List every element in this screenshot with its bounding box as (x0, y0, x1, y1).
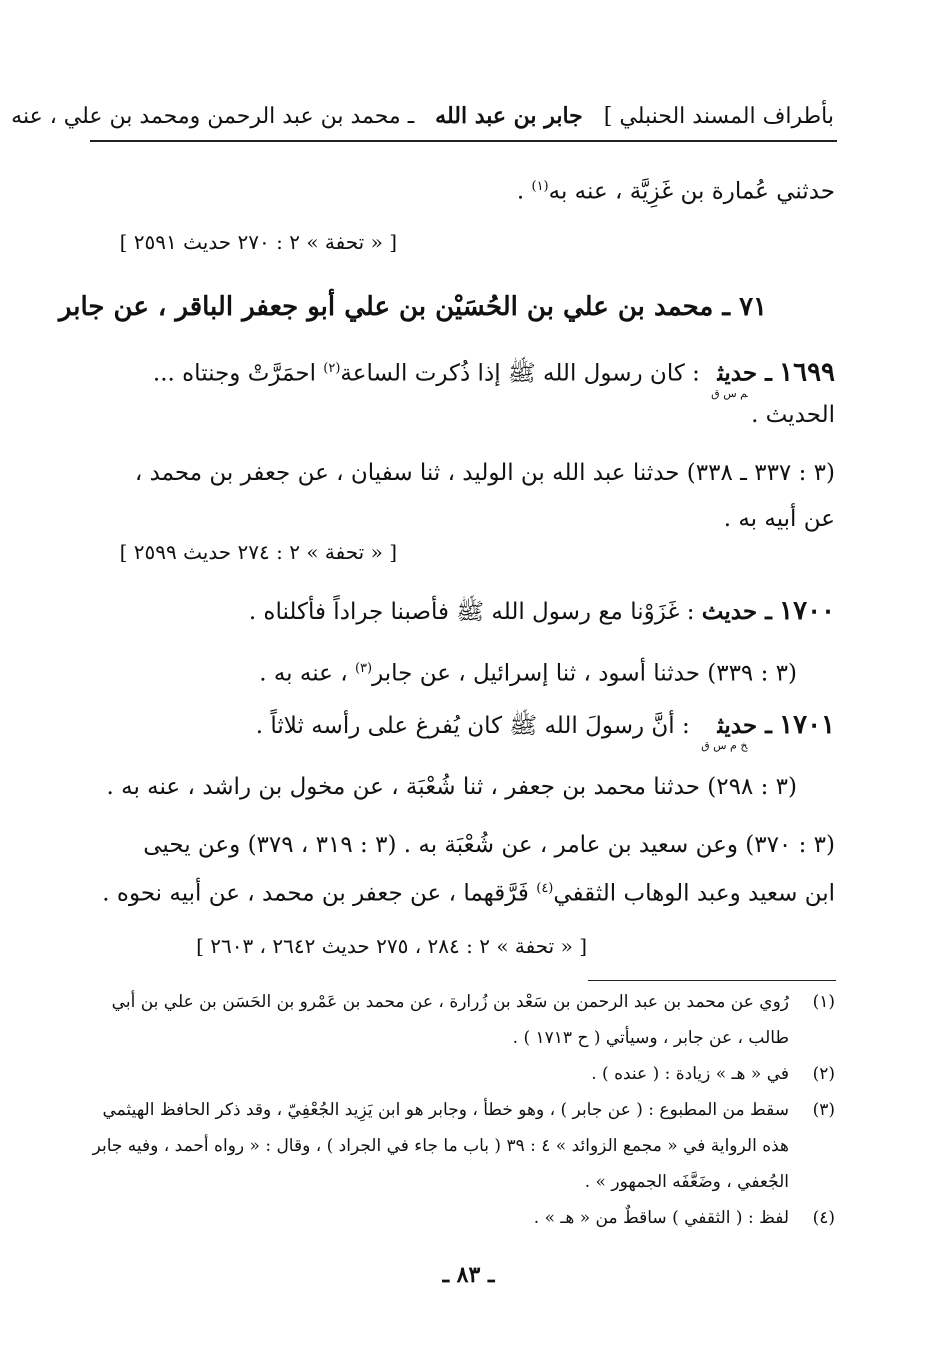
hadith-text: : أنَّ رسولَ الله ﷺ كان يُفرغ على رأسه ثلاثاً . (255, 713, 698, 739)
chapter-title: ٧١ ـ محمد بن علي بن الحُسَيْن بن علي أبو جعفر الباقر ، عن جابر (58, 292, 767, 322)
footnote-3-cont (89, 1134, 789, 1158)
isnad-1701-b (90, 828, 835, 862)
hadith-1699 (90, 352, 835, 398)
tuhfa-text: [ « تحفة » ٢ : ٢٧٠ حديث ٢٥٩١ ] (119, 230, 397, 254)
footnote-ref: (١) (531, 179, 549, 194)
footnote-number: (١) (812, 992, 835, 1012)
footnote-ref: (٤) (536, 881, 554, 896)
hadith-text: : غَزَوْنا مع رسول الله ﷺ فأصبنا جراداً فأكلناه . (248, 599, 702, 625)
tuhfa-reference (77, 538, 397, 566)
isnad-text: (٣ : ٣٧٠) وعن سعيد بن عامر ، عن شُعْبَة به . (٣ : ٣١٩ ، ٣٧٩) وعن يحيى (143, 832, 835, 858)
footnote-1-cont (89, 1026, 789, 1050)
footnote-3 (85, 1098, 835, 1122)
footnote-number: (٢) (812, 1064, 835, 1084)
running-header (11, 100, 834, 133)
hadith-text: : كان رسول الله ﷺ إذا ذُكرت الساعة (340, 360, 708, 387)
sigla: خ م س ق (701, 739, 748, 752)
footnote-ref: (٣) (354, 661, 373, 676)
isnad-text: عن أبيه به . (723, 506, 835, 532)
hadith-number: ١٧٠١ (779, 710, 835, 740)
page-number: ـ ٨٣ ـ (442, 1262, 495, 1288)
hadith-number: ١٦٩٩ (779, 357, 835, 388)
footnote-text: هذه الرواية في « مجمع الزوائد » ٤ : ٣٩ ( باب ما جاء في الجراد ) ، وقال : « رواه أحمد ، وفيه جابر (92, 1136, 789, 1156)
footnote-ref: (٢) (323, 361, 341, 376)
hadith-number: ١٧٠٠ (779, 596, 835, 626)
hadith-text-cont: احمَرَّتْ وجنتاه ... (152, 360, 324, 387)
tuhfa-text: [ « تحفة » ٢ : ٢٧٤ حديث ٢٥٩٩ ] (119, 540, 397, 564)
isnad-1699-line1 (90, 456, 835, 490)
isnad-text: (٣ : ٢٩٨) حدثنا محمد بن جعفر ، ثنا شُعْبَة ، عن مخول بن راشد ، عنه به . (106, 774, 797, 800)
footnote-separator (588, 980, 836, 981)
tuhfa-text: [ « تحفة » ٢ : ٢٨٤ ، ٢٧٥ حديث ٢٦٤٢ ، ٢٦٠٣ ] (196, 934, 587, 958)
footnote-4 (85, 1206, 835, 1230)
isnad-1701-c (90, 872, 835, 911)
hadith-text: الحديث . (751, 402, 835, 428)
isnad-text: ابن سعيد وعبد الوهاب الثقفي (553, 880, 835, 907)
tuhfa-reference (77, 228, 397, 256)
isnad-1699-line2 (90, 502, 835, 536)
footnote-text: طالب ، عن جابر ، وسيأتي ( ح ١٧١٣ ) . (512, 1028, 789, 1048)
header-subsection: ـ محمد بن عبد الرحمن ومحمد بن علي ، عنه (11, 104, 415, 129)
isnad-text: (٣ : ٣٣٧ ـ ٣٣٨) حدثنا عبد الله بن الوليد ، ثنا سفيان ، عن جعفر بن محمد ، (134, 460, 835, 486)
isnad-1700 (97, 652, 797, 691)
header-rule (90, 140, 837, 142)
footnote-text: الجُعفي ، وضَعَّفَه الجمهور » . (584, 1172, 789, 1192)
isnad-text-end: ، عنه به . (259, 660, 355, 687)
footnote-text: في « هـ » زيادة : ( عنده ) . (591, 1064, 789, 1084)
footnote-2 (85, 1062, 835, 1086)
continuation-line (95, 170, 835, 209)
hadith-1700 (90, 594, 835, 629)
footnote-text: سقط من المطبوع : ( عن جابر ) ، وهو خطأ ، وجابر هو ابن يَزِيد الجُعْفِيّ ، وقد ذكر الحافظ الهيثمي (102, 1100, 789, 1120)
tuhfa-reference (87, 932, 587, 960)
hadith-1699-cont (90, 398, 835, 432)
sigla: م س ق (711, 386, 748, 400)
continuation-end: . (516, 178, 532, 205)
hadith-1701 (90, 708, 835, 754)
header-section: جابر بن عبد الله (435, 103, 583, 129)
footnote-number: (٣) (812, 1100, 835, 1120)
continuation-text: حدثني عُمارة بن غَزِيَّة ، عنه به (548, 178, 835, 205)
footnote-number: (٤) (812, 1208, 835, 1228)
footnote-3-cont (89, 1170, 789, 1194)
hadith-label: ـ حديث (701, 598, 772, 625)
isnad-1701-a (97, 770, 797, 804)
footnote-1 (85, 990, 835, 1014)
chapter-heading (58, 288, 767, 326)
footnote-text: رُوي عن محمد بن عبد الرحمن بن سَعْد بن زُرارة ، عن محمد بن عَمْرو بن الحَسَن بن علي بن أبي (111, 992, 789, 1012)
isnad-text: (٣ : ٣٣٩) حدثنا أسود ، ثنا إسرائيل ، عن جابر (372, 660, 797, 687)
isnad-text-end: فَرَّقهما ، عن جعفر بن محمد ، عن أبيه نحوه . (102, 880, 537, 907)
footnote-text: لفظ : ( الثقفي ) ساقطٌ من « هـ » . (533, 1208, 789, 1228)
header-book-title: بأطراف المسند الحنبلي ] (603, 104, 834, 129)
hadith-label: ـ حديث (717, 712, 772, 739)
hadith-label: ـ حديث (717, 359, 772, 387)
